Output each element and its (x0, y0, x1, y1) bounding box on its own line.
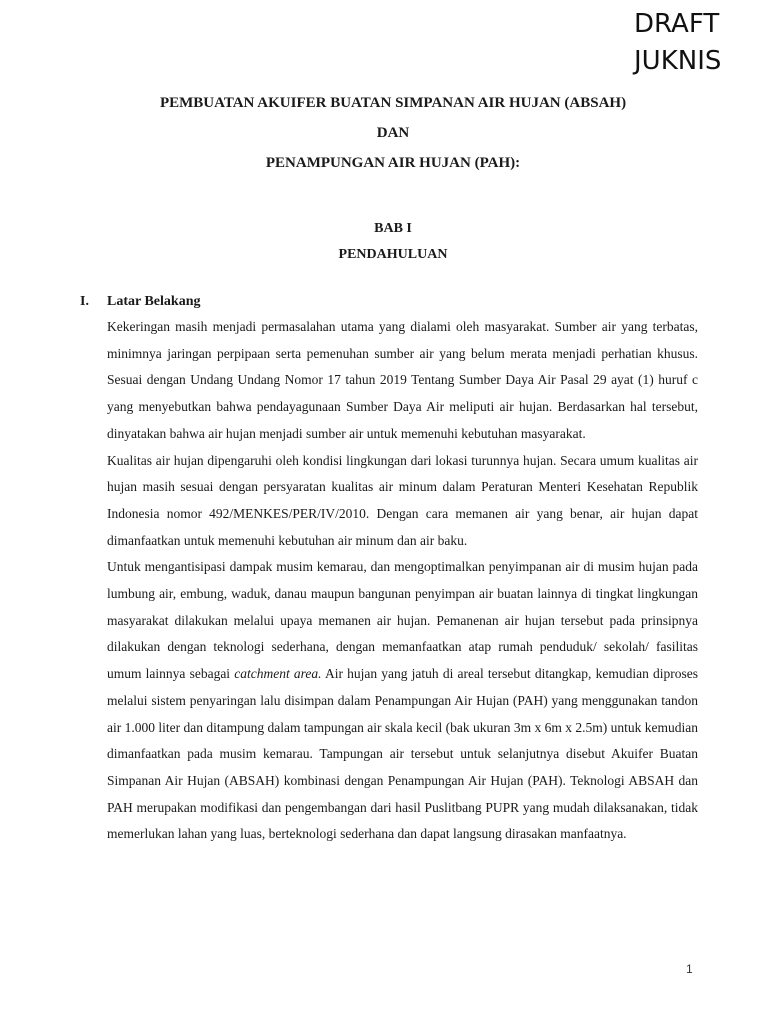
chapter-heading (0, 216, 768, 268)
section-title: Latar Belakang (107, 294, 201, 309)
paragraph-3-text-after: Air hujan yang jatuh di areal tersebut ditangkap, kemudian diproses melalui sistem penyaringan lalu disimpan dalam Penampungan Air Hujan (PAH) yang menggunakan tandon air 1.000 liter dan ditampung dalam tampungan air skala kecil (bak ukuran 3m x 6m x 2.5m) untuk kemudian dimanfaatkan pada musim kemarau. Tampungan air tersebut untuk selanjutnya disebut Akuifer Buatan Simpanan Air Hujan (ABSAH) kombinasi dengan Penampungan Air Hujan (PAH). Teknologi ABSAH dan PAH merupakan modifikasi dan pengembangan dari hasil Puslitbang PUPR yang mudah dilaksanakan, tidak memerlukan lahan yang luas, berteknologi sederhana dan dapat langsung dirasakan manfaatnya. (107, 666, 699, 842)
document-title (0, 88, 768, 178)
section-number: I. (80, 294, 89, 309)
title-line-1: PEMBUATAN AKUIFER BUATAN SIMPANAN AIR HUJAN (ABSAH) (159, 95, 627, 111)
body-text (107, 314, 698, 848)
paragraph-1: Kekeringan masih menjadi permasalahan utama yang dialami oleh masyarakat. Sumber air yang terbatas, minimnya jaringan perpipaan serta pemenuhan sumber air yang belum merata menjadi perhatian khusus. Sesuai dengan Undang Undang Nomor 17 tahun 2019 Tentang Sumber Daya Air Pasal 29 ayat (1) huruf c yang menyebutkan bahwa pendayagunaan Sumber Daya Air meliputi air hujan. Berdasarkan hal tersebut, dinyatakan bahwa air hujan menjadi sumber air untuk memenuhi kebutuhan masyarakat. (107, 319, 698, 441)
title-line-2: DAN (376, 125, 410, 141)
paragraph-2: Kualitas air hujan dipengaruhi oleh kondisi lingkungan dari lokasi turunnya hujan. Secara umum kualitas air hujan masih sesuai dengan persyaratan kualitas air minum dalam Peraturan Menteri Kesehatan Republik Indonesia nomor 492/MENKES/PER/IV/2010. Dengan cara memanen air yang benar, air hujan dapat dimanfaatkan untuk memenuhi kebutuhan air minum dan air baku. (107, 452, 698, 548)
page-number: 1 (686, 962, 693, 976)
section-heading (80, 290, 200, 314)
draft-watermark-label (634, 6, 721, 80)
draft-label-line1: DRAFT (634, 9, 720, 39)
draft-label-line2: JUKNIS (634, 46, 722, 76)
paragraph-3-italic-term: catchment area. (234, 666, 322, 682)
title-line-3: PENAMPUNGAN AIR HUJAN (PAH): (265, 155, 521, 171)
paragraph-3 (107, 554, 698, 848)
chapter-number: BAB I (374, 221, 412, 236)
chapter-title: PENDAHULUAN (338, 247, 448, 262)
paragraph-3-text-before: Untuk mengantisipasi dampak musim kemarau, dan mengoptimalkan penyimpanan air di musim hujan pada lumbung air, embung, waduk, danau maupun bangunan penyimpan air buatan lainnya di tingkat lingkungan masyarakat dilakukan melalui upaya memanen air hujan. Pemanenan air hujan tersebut pada prinsipnya dilakukan dengan teknologi sederhana, dengan memanfaatkan atap rumah penduduk/ sekolah/ fasilitas umum lainnya sebagai (107, 559, 698, 682)
